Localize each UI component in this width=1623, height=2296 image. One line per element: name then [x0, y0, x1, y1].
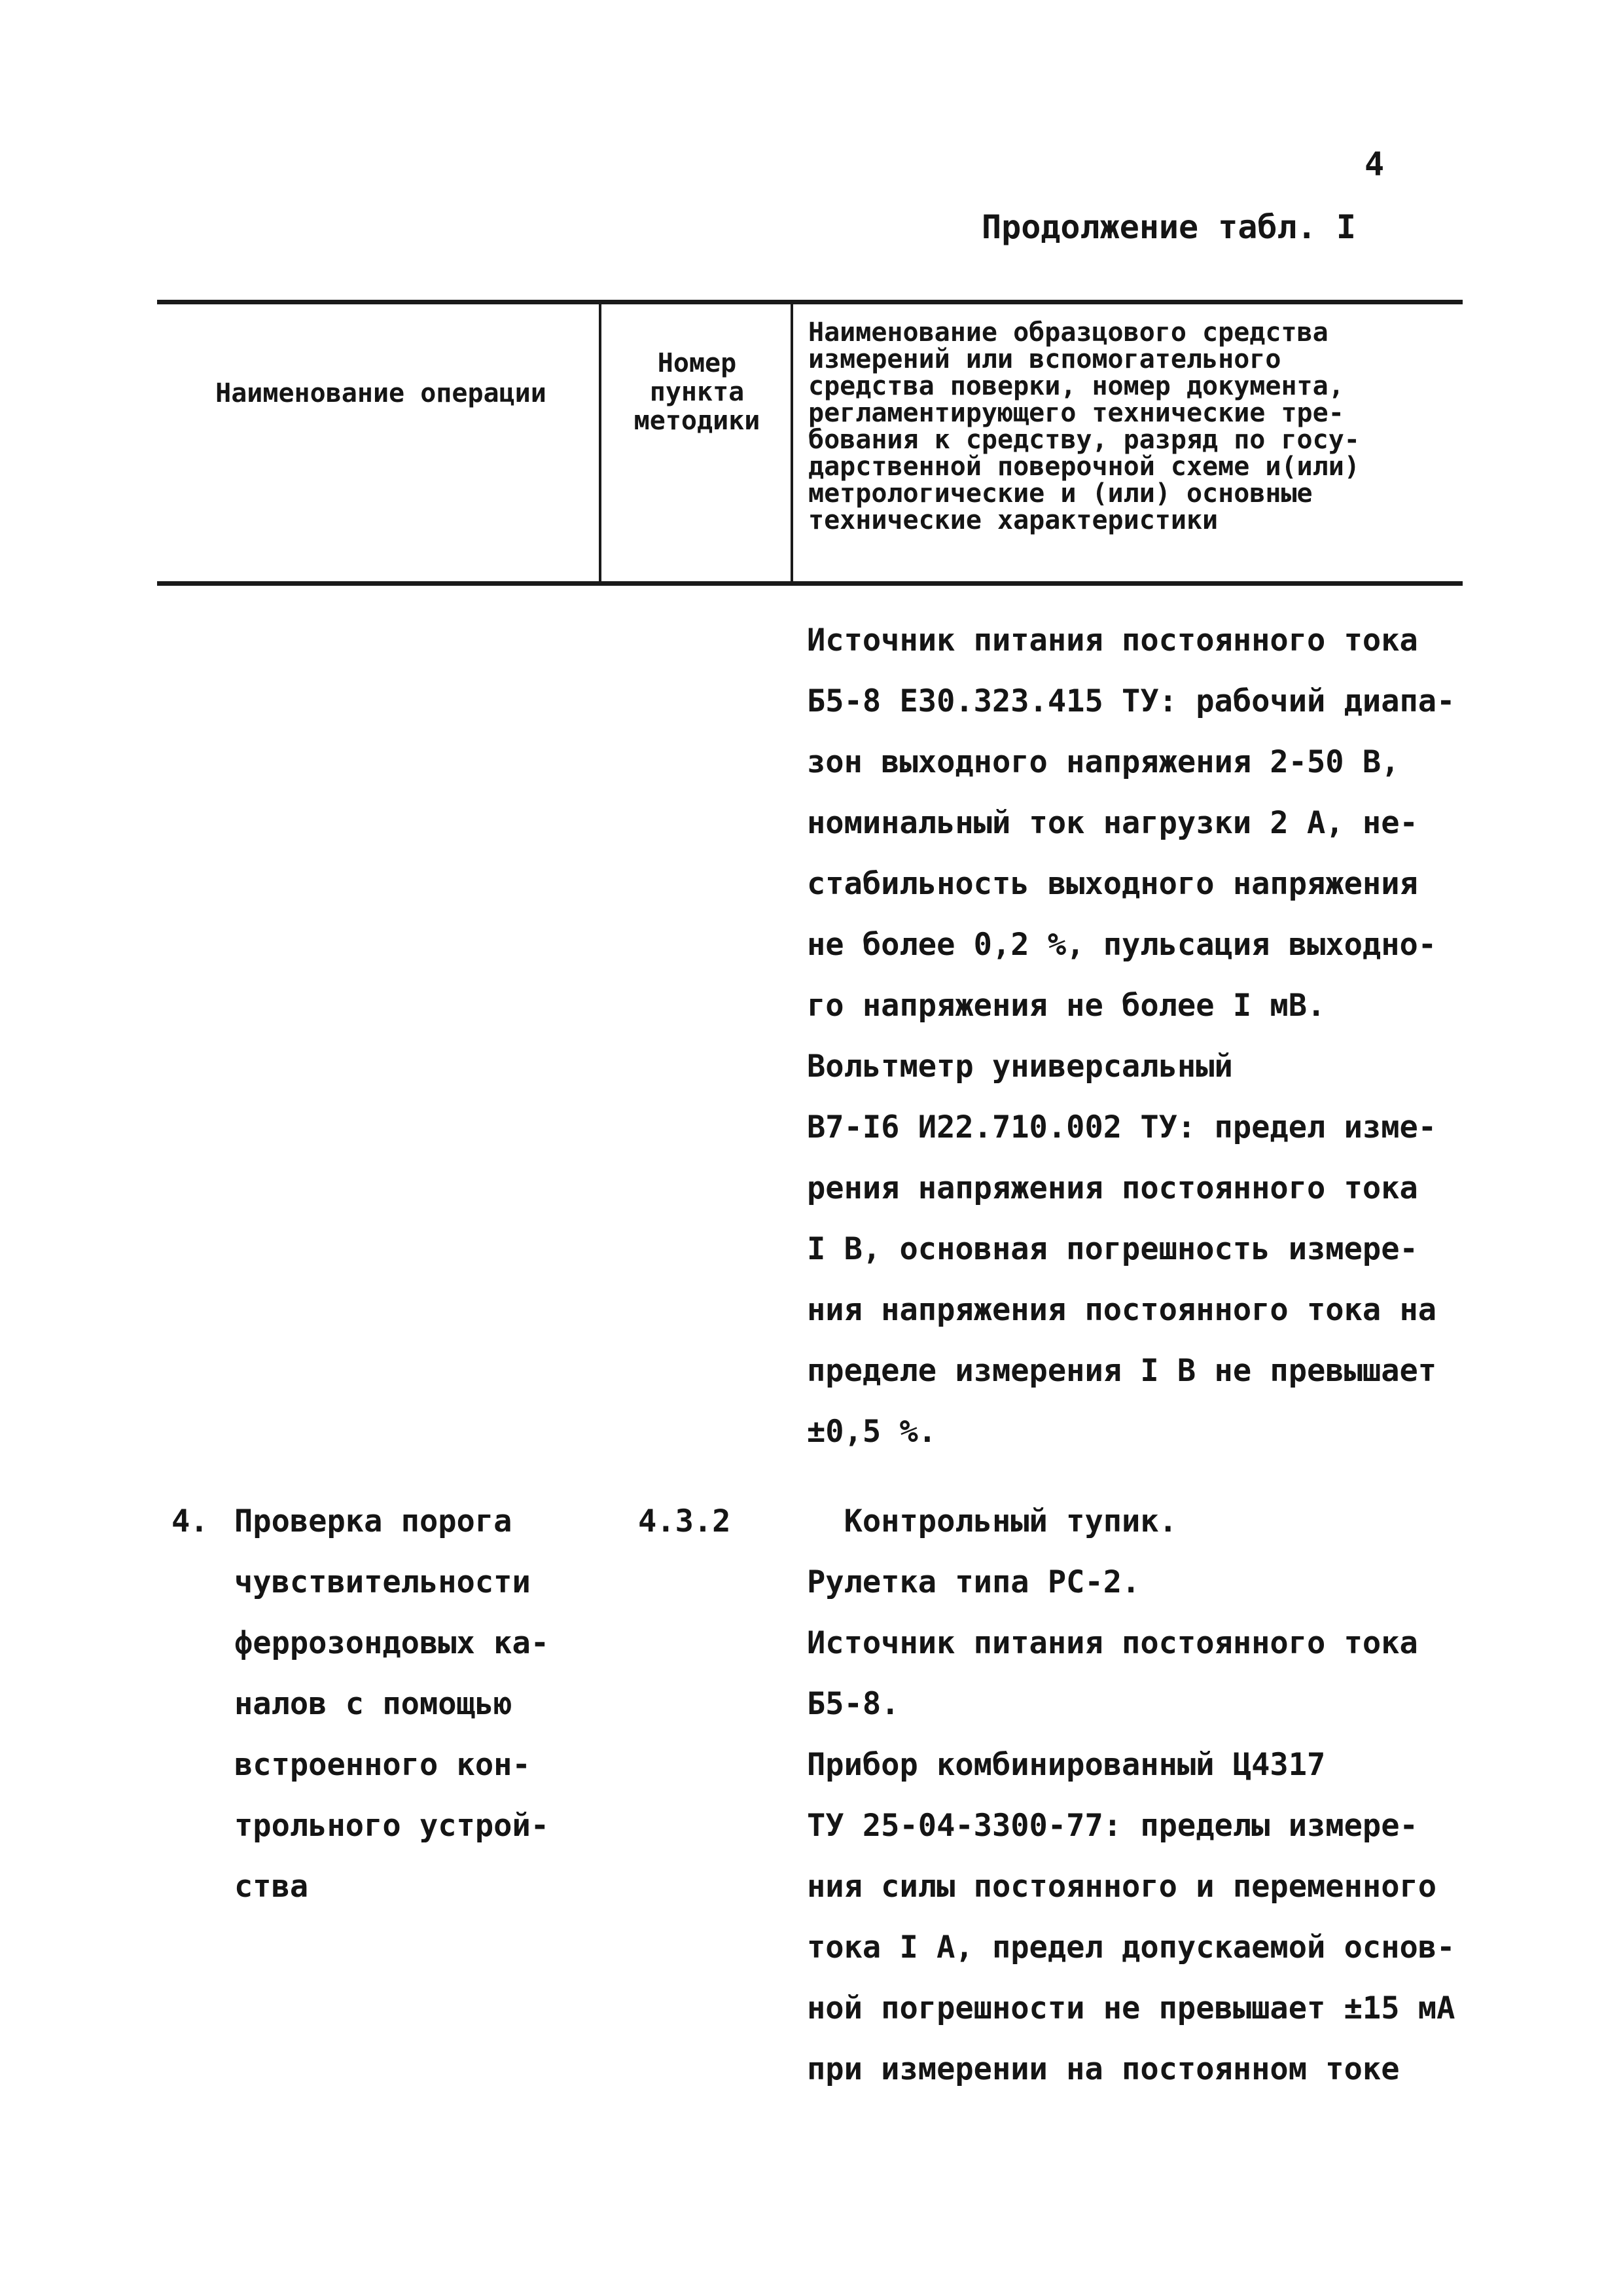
text-line: ния напряжения постоянного тока на: [807, 1292, 1437, 1328]
text-line: ТУ 25-04-3300-77: пределы измере-: [807, 1808, 1418, 1844]
text-line: не более 0,2 %, пульсация выходно-: [807, 927, 1437, 963]
table-top-rule: [157, 300, 1463, 304]
header-line: технические характеристики: [808, 505, 1219, 535]
text-line: Прибор комбинированный Ц4317: [807, 1747, 1326, 1783]
row4-number: [171, 1491, 209, 1552]
text-line: зон выходного напряжения 2-50 В,: [807, 744, 1400, 780]
text-line: номинальный ток нагрузки 2 А, не-: [807, 805, 1418, 841]
table-caption: Продолжение табл. I: [982, 208, 1356, 246]
text-line: Контрольный тупик.: [807, 1503, 1177, 1539]
text-line: при измерении на постоянном токе: [807, 2051, 1400, 2087]
text-line: Б5-8.: [807, 1686, 900, 1722]
text-line: 4.3.2: [638, 1503, 731, 1539]
text-line: 4.: [171, 1503, 209, 1539]
text-line: пределе измерения I В не превышает: [807, 1353, 1437, 1389]
header-line: Номер: [657, 348, 737, 378]
header-paragraph-number: [605, 349, 789, 435]
text-line: рения напряжения постоянного тока: [807, 1170, 1418, 1206]
header-line: Наименование образцового средства: [808, 317, 1329, 348]
text-line: I В, основная погрешность измере-: [807, 1231, 1418, 1267]
column-divider-2: [791, 302, 793, 583]
header-line: пункта: [649, 377, 745, 407]
text-line: ния силы постоянного и переменного: [807, 1869, 1437, 1905]
text-line: Б5-8 Е30.323.415 ТУ: рабочий диапа-: [807, 683, 1455, 719]
text-line: Проверка порога: [234, 1503, 512, 1539]
text-line: го напряжения не более I мВ.: [807, 988, 1326, 1024]
row4-operation: [234, 1491, 549, 1917]
header-line: измерений или вспомогательного: [808, 344, 1281, 374]
header-line: дарственной поверочной схеме и(или): [808, 452, 1360, 482]
text-line: В7-I6 И22.710.002 ТУ: предел изме-: [807, 1109, 1437, 1145]
page-number: 4: [1364, 145, 1385, 183]
row4-equipment: [807, 1491, 1455, 2100]
text-line: ±0,5 %.: [807, 1414, 937, 1450]
continuation-equipment-text: [807, 610, 1455, 1462]
column-divider-1: [599, 302, 601, 583]
header-operation-name: Наименование операции: [215, 378, 546, 408]
text-line: Рулетка типа РС-2.: [807, 1564, 1141, 1600]
text-line: налов с помощью: [234, 1686, 512, 1722]
text-line: ной погрешности не превышает ±15 мА: [807, 1990, 1455, 2026]
text-line: трольного устрой-: [234, 1808, 550, 1844]
text-line: тока I А, предел допускаемой основ-: [807, 1929, 1455, 1965]
text-line: ства: [234, 1869, 309, 1905]
header-line: регламентирующего технические тре-: [808, 398, 1344, 428]
table-header-bottom-rule: [157, 581, 1463, 586]
text-line: Источник питания постоянного тока: [807, 622, 1418, 658]
text-line: встроенного кон-: [234, 1747, 531, 1783]
text-line: Источник питания постоянного тока: [807, 1625, 1418, 1661]
row4-paragraph: [638, 1491, 730, 1552]
text-line: стабильность выходного напряжения: [807, 866, 1418, 902]
text-line: Вольтметр универсальный: [807, 1049, 1233, 1085]
text-line: феррозондовых ка-: [234, 1625, 550, 1661]
header-line: методики: [633, 406, 760, 436]
header-line: бования к средству, разряд по госу-: [808, 425, 1360, 455]
header-line: метрологические и (или) основные: [808, 478, 1313, 509]
header-line: средства поверки, номер документа,: [808, 371, 1344, 401]
text-line: чувствительности: [234, 1564, 531, 1600]
header-equipment: [808, 319, 1469, 534]
